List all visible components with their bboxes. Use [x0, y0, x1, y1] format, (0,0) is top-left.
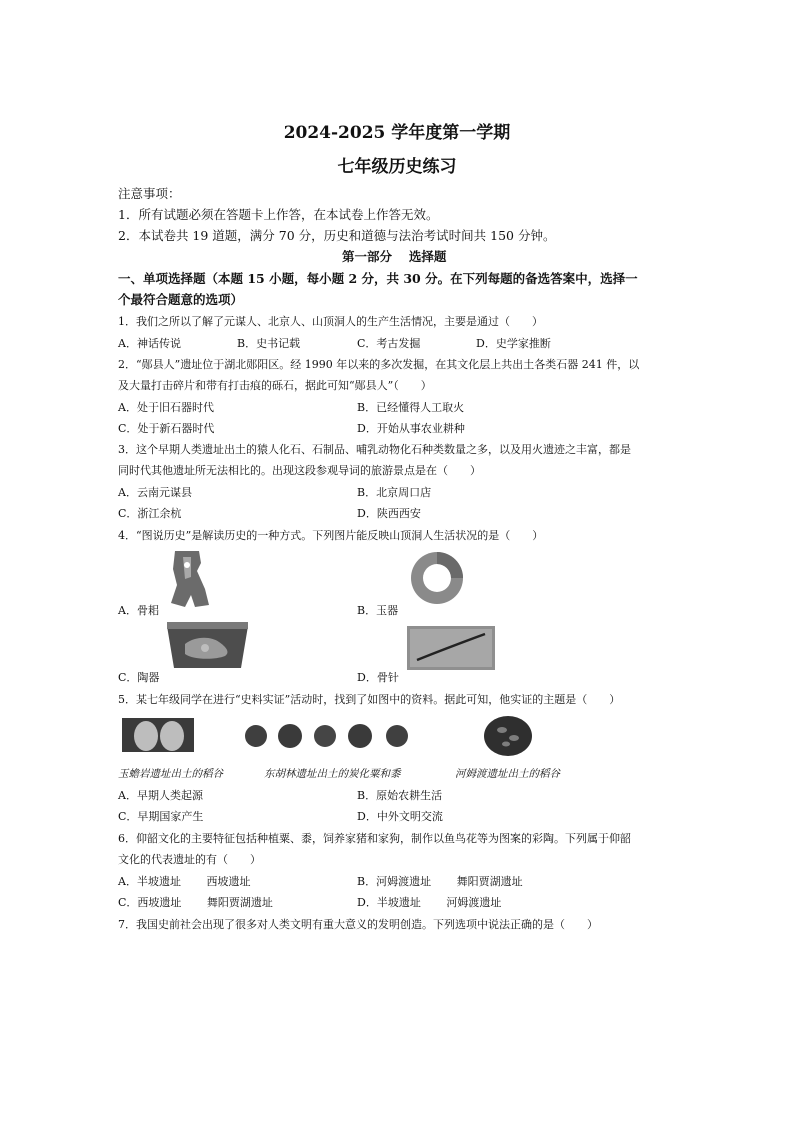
question-stem: 7．我国史前社会出现了很多对人类文明有重大意义的发明创造。下列选项中说法正确的是（ ） [118, 918, 598, 931]
option-c: C．早期国家产生 [118, 810, 204, 823]
question-stem: 6．仰韶文化的主要特征包括种植粟、黍，饲养家猪和家狗，制作以鱼鸟花等为图案的彩陶。下列属于仰韶 [118, 832, 631, 845]
bone-spade-image [165, 549, 213, 609]
option-b: B．已经懂得人工取火 [357, 401, 465, 414]
option-b: B．河姆渡遗址 舞阳贾湖遗址 [357, 875, 523, 888]
option-b: B．原始农耕生活 [357, 789, 443, 802]
option-d: D．半坡遗址 河姆渡遗址 [357, 896, 502, 909]
section-instruction: 一、单项选择题（本题 15 小题，每小题 2 分，共 30 分。在下列每题的备选答案中，选择一 [118, 271, 638, 286]
rice-grain-image-hemudu [482, 714, 534, 758]
option-d: D．骨针 [357, 671, 399, 684]
option-a: A．半坡遗址 西坡遗址 [118, 875, 251, 888]
option-b: B．北京周口店 [357, 486, 432, 499]
note-item: 2．本试卷共 19 道题，满分 70 分，历史和道德与法治考试时间共 150 分钟。 [118, 228, 556, 243]
option-a: A．早期人类起源 [118, 789, 203, 802]
image-caption: 东胡林遗址出土的炭化粟和黍 [264, 768, 401, 780]
option-c: C．浙江余杭 [118, 507, 182, 520]
note-item: 1．所有试题必须在答题卡上作答，在本试卷上作答无效。 [118, 207, 439, 222]
option-d: D．陕西西安 [357, 507, 421, 520]
question-stem: 文化的代表遗址的有（ ） [118, 853, 261, 866]
question-stem: 2．“郧县人”遗址位于湖北郧阳区。经 1990 年以来的多次发掘，在其文化层上共出土各类石器 241 件，以 [118, 358, 640, 371]
year-title: 2024-2025 学年度第一学期 [283, 123, 511, 143]
option-d: D．中外文明交流 [357, 810, 443, 823]
subject-title: 七年级历史练习 [337, 157, 457, 177]
question-stem: 3．这个早期人类遗址出土的猿人化石、石制品、哺乳动物化石种类数量之多，以及用火遗迹之丰富，都是 [118, 443, 631, 456]
notes-heading: 注意事项： [118, 186, 181, 201]
option-a: A．处于旧石器时代 [118, 401, 214, 414]
jade-ring-image [407, 548, 467, 608]
option-d: D．开始从事农业耕种 [357, 422, 465, 435]
option-c: C．西坡遗址 舞阳贾湖遗址 [118, 896, 273, 909]
millet-image-donghulin [240, 720, 420, 752]
option-a: A．神话传说 [118, 337, 181, 350]
image-caption: 河姆渡遗址出土的稻谷 [455, 768, 560, 780]
question-stem: 5．某七年级同学在进行“史料实证”活动时，找到了如图中的资料。据此可知，他实证的主题是（ ） [118, 693, 621, 706]
option-b: B．史书记载 [237, 337, 301, 350]
bone-needle-image [407, 626, 495, 670]
question-stem: 及大量打击碎片和带有打击痕的砾石，据此可知“郧县人”（ ） [118, 379, 432, 392]
rice-grain-image-yuchanyan [122, 716, 194, 754]
option-d: D．史学家推断 [476, 337, 551, 350]
pottery-image [165, 620, 250, 672]
option-a: A．骨耜 [118, 604, 159, 617]
option-c: C．考古发掘 [357, 337, 421, 350]
option-b: B．玉器 [357, 604, 399, 617]
question-stem: 同时代其他遗址所无法相比的。出现这段参观导词的旅游景点是在（ ） [118, 464, 481, 477]
image-caption: 玉蟾岩遗址出土的稻谷 [118, 768, 223, 780]
option-c: C．处于新石器时代 [118, 422, 215, 435]
question-stem: 1．我们之所以了解了元谋人、北京人、山顶洞人的生产生活情况，主要是通过（ ） [118, 315, 543, 328]
option-a: A．云南元谋县 [118, 486, 192, 499]
section-instruction: 个最符合题意的选项） [118, 292, 244, 307]
option-c: C．陶器 [118, 671, 160, 684]
part-title: 第一部分 选择题 [342, 249, 447, 264]
question-stem: 4．“图说历史”是解读历史的一种方式。下列图片能反映山顶洞人生活状况的是（ ） [118, 529, 544, 542]
